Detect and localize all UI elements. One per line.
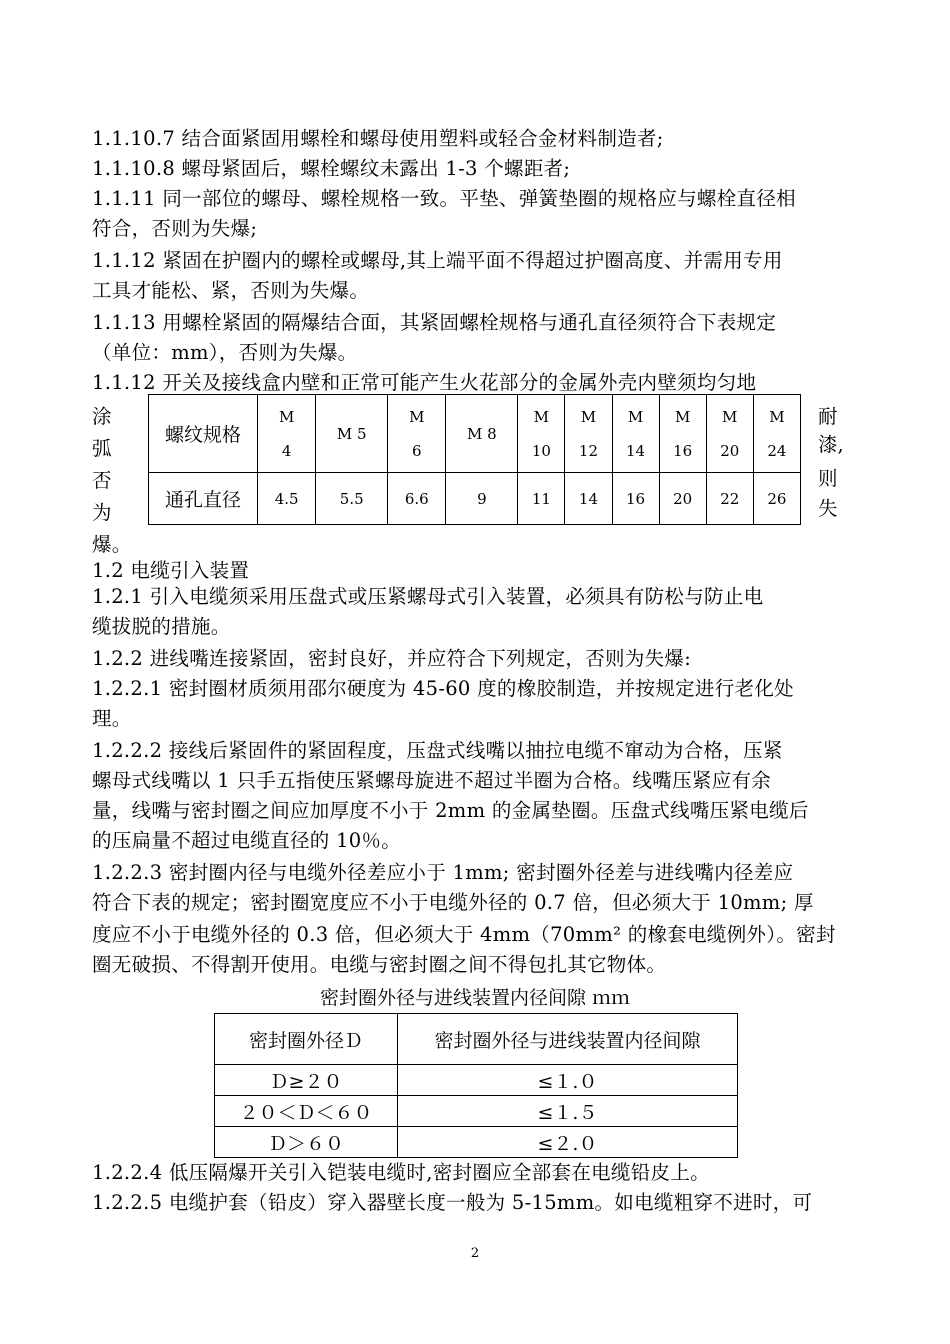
wrap-char: 否 [92,469,112,492]
text-line: 螺母式线嘴以 1 只手五指使压紧螺母旋进不超过半圈为合格。线嘴压紧应有余 [92,769,772,792]
table-cell: ２０＜Ｄ＜６０ [215,1096,398,1127]
text-line: 符合下表的规定；密封圈宽度应不小于电缆外径的 0.7 倍，但必须大于 10mm; 厚 [92,891,814,914]
text-line: 缆拔脱的措施。 [92,615,231,638]
spec-cell-part: M [278,407,295,426]
text-line: 1.2.1 引入电缆须采用压盘式或压紧螺母式引入装置，必须具有防松与防止电 [92,585,764,608]
spec-cell-part: 10 [531,441,551,460]
text-line: 的压扁量不超过电缆直径的 10％。 [92,829,402,852]
spec-cell-part: M [674,407,691,426]
spec-cell-part: 4 [281,441,292,460]
spec-cell [518,395,565,473]
text-line: 1.2.2 进线嘴连接紧固，密封良好，并应符合下列规定，否则为失爆: [92,647,692,670]
column-header: 密封圈外径与进线装置内径间隙 [398,1014,738,1065]
seal-table-caption: 密封圈外径与进线装置内径间隙 ｍｍ [319,987,631,1009]
table-cell: ≤１.０ [398,1065,738,1096]
spec-cell-part: M [409,407,425,426]
spec-cell [753,395,800,473]
wrap-char: 漆, [818,433,844,456]
spec-cell-part: 16 [673,441,693,460]
hole-cell: 20 [659,473,706,525]
text-line: 1.1.13 用螺栓紧固的隔爆结合面，其紧固螺栓规格与通孔直径须符合下表规定 [92,311,777,334]
spec-cell [258,395,316,473]
page-number: 2 [470,1246,480,1261]
hole-cell: 9 [446,473,518,525]
spec-cell: M 5 [316,395,388,473]
spec-cell-part: 20 [720,441,740,460]
table-cell: Ｄ≥２０ [215,1065,398,1096]
hole-cell: 22 [706,473,753,525]
hole-cell: 5.5 [316,473,388,525]
table-cell: Ｄ＞６０ [215,1127,398,1158]
text-line: 1.1.10.7 结合面紧固用螺栓和螺母使用塑料或轻合金材料制造者; [92,127,664,150]
spec-cell-part: M [769,407,785,426]
hole-row [149,473,801,525]
hole-cell: 4.5 [258,473,316,525]
text-line: 1.1.11 同一部位的螺母、螺栓规格一致。平垫、弹簧垫圈的规格应与螺栓直径相 [92,187,796,210]
text-line: 符合，否则为失爆; [92,217,258,240]
spec-cell [565,395,612,473]
text-line: 度应不小于电缆外径的 0.3 倍，但必须大于 4mm（70mm² 的橡套电缆例外）。密封 [92,923,836,946]
text-line: 1.2.2.3 密封圈内径与电缆外径差应小于 1mm; 密封圈外径差与进线嘴内径差应 [92,861,794,884]
table-row [215,1127,738,1158]
spec-cell-part: M [533,407,550,426]
wrap-char: 失 [818,497,838,520]
hole-cell: 11 [518,473,565,525]
hole-cell: 6.6 [388,473,446,525]
seal-gap-table [214,1013,738,1158]
text-line: 1.2.2.1 密封圈材质须用邵尔硬度为 45-60 度的橡胶制造，并按规定进行老化处 [92,677,794,700]
wrap-char: 为 [92,501,112,524]
spec-label: 螺纹规格 [149,395,258,473]
text-line: 工具才能松、紧，否则为失爆。 [92,279,370,302]
text-line: 1.1.12 紧固在护圈内的螺栓或螺母,其上端平面不得超过护圈高度、并需用专用 [92,249,783,272]
table-row [215,1065,738,1096]
text-line: 1.2.2.5 电缆护套（铅皮）穿入器壁长度一般为 5-15mm。如电缆粗穿不进时，可 [92,1191,813,1214]
text-line: 1.2.2.4 低压隔爆开关引入铠装电缆时,密封圈应全部套在电缆铅皮上。 [92,1161,710,1184]
text-line: 1.1.12 开关及接线盒内壁和正常可能产生火花部分的金属外壳内壁须均匀地 [92,371,757,394]
table-header-row [215,1014,738,1065]
text-line: 1.2.2.2 接线后紧固件的紧固程度，压盘式线嘴以抽拉电缆不窜动为合格，压紧 [92,739,783,762]
bolt-spec-table [148,394,801,525]
section-heading: 1.2 电缆引入装置 [92,559,250,582]
text-line: （单位：mm），否则为失爆。 [92,341,358,364]
text-line: 理。 [92,707,132,730]
text-line: 1.1.10.8 螺母紧固后，螺栓螺纹未露出 1-3 个螺距者; [92,157,571,180]
hole-cell: 16 [612,473,659,525]
hole-label: 通孔直径 [149,473,258,525]
hole-cell: 14 [565,473,612,525]
spec-cell-part: 14 [626,441,646,460]
spec-cell-part: M [722,407,738,426]
spec-cell-part: M [580,407,597,426]
spec-cell [388,395,446,473]
spec-cell-part: 6 [412,441,422,460]
text-line: 量，线嘴与密封圈之间应加厚度不小于 2mm 的金属垫圈。压盘式线嘴压紧电缆后 [92,799,809,822]
text-line: 圈无破损、不得割开使用。电缆与密封圈之间不得包扎其它物体。 [92,953,667,976]
wrap-char: 涂 [92,405,112,428]
wrap-char: 则 [818,467,838,490]
table-cell: ≤１.５ [398,1096,738,1127]
spec-cell: M 8 [446,395,518,473]
table-row [215,1096,738,1127]
column-header: 密封圈外径Ｄ [215,1014,398,1065]
spec-cell-part: M [627,407,644,426]
hole-cell: 26 [753,473,800,525]
spec-cell-part: 12 [578,441,598,460]
spec-cell [706,395,753,473]
table-cell: ≤２.０ [398,1127,738,1158]
spec-cell-part: 24 [767,441,787,460]
spec-cell [612,395,659,473]
spec-row [149,395,801,473]
wrap-char: 弧 [92,437,112,460]
wrap-char: 耐 [818,405,838,428]
text-line: 爆。 [92,533,132,556]
spec-cell [659,395,706,473]
